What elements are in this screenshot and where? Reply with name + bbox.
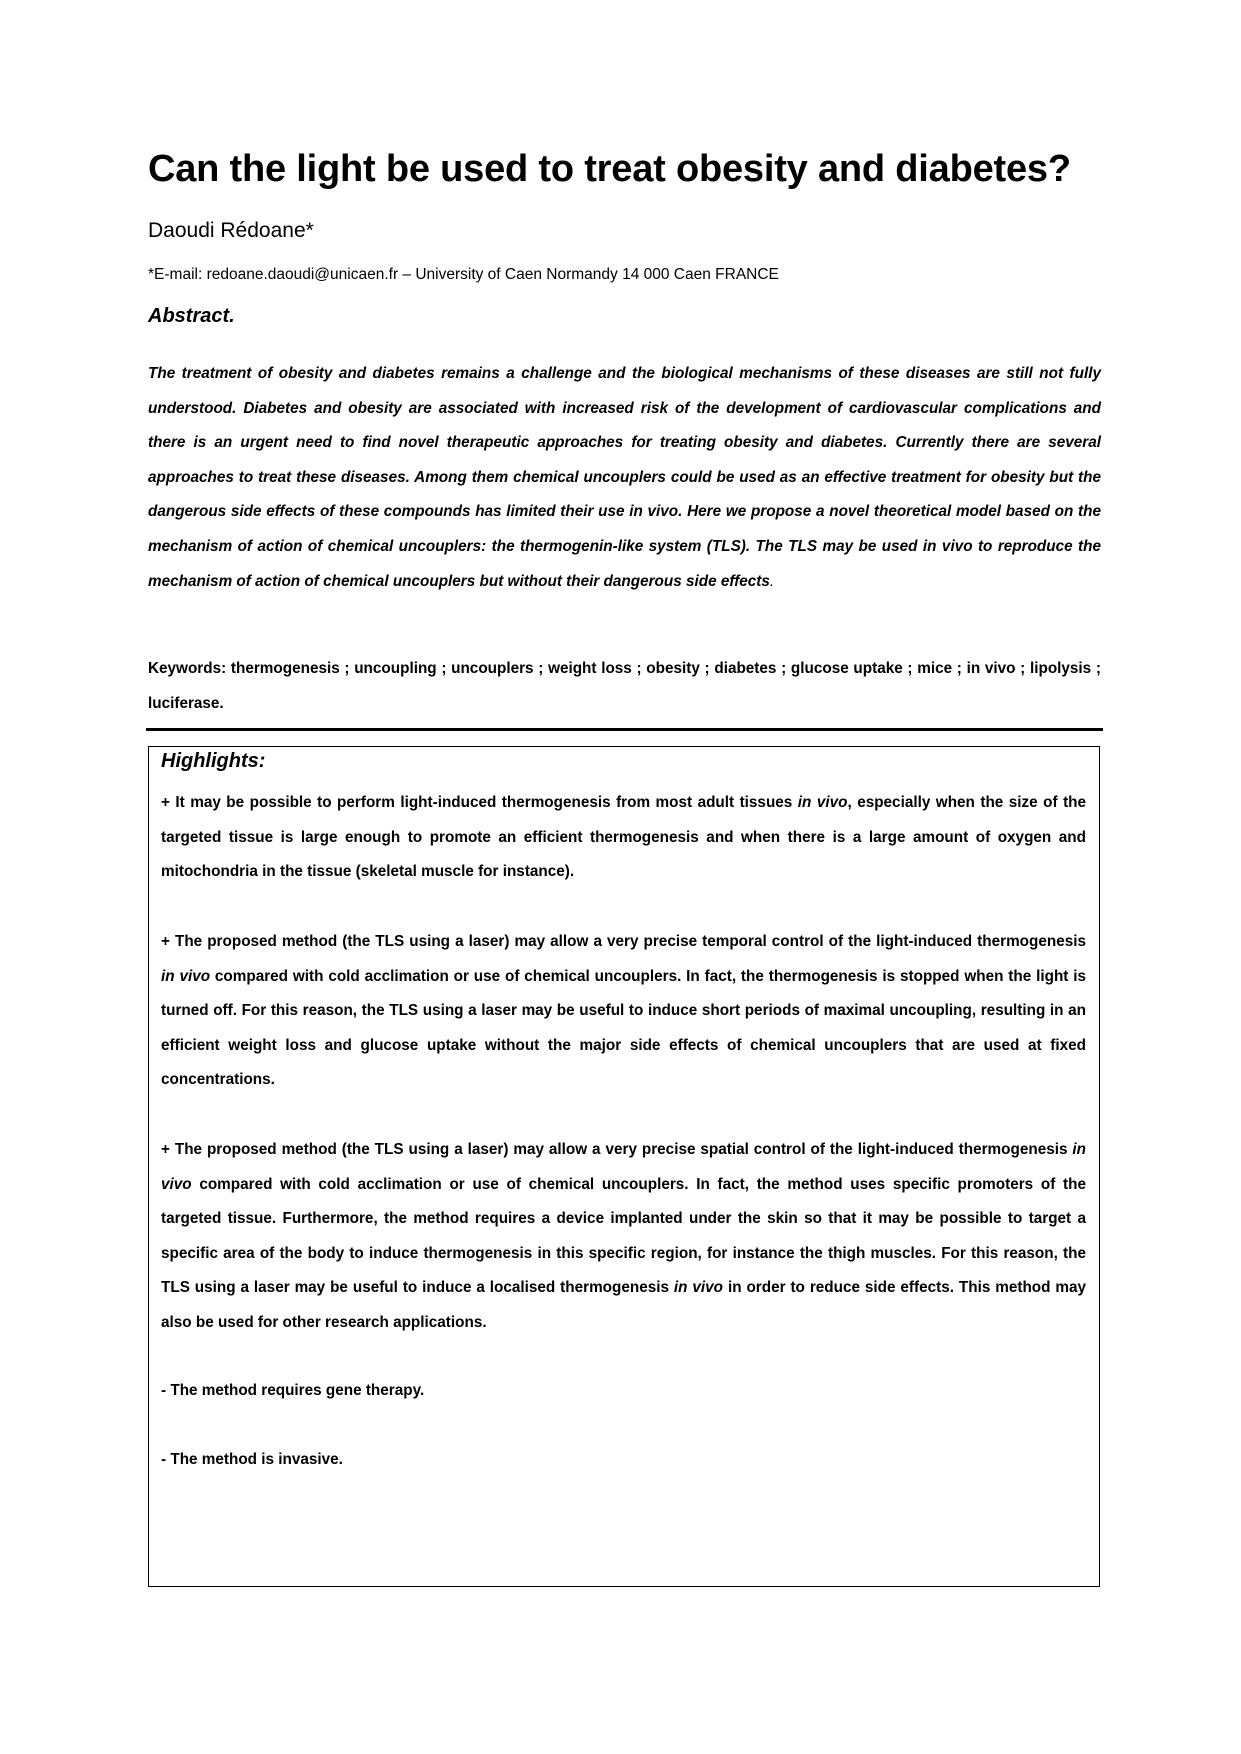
highlight-emphasis: in vivo — [797, 794, 848, 811]
author-affiliation: *E-mail: redoane.daoudi@unicaen.fr – University of Caen Normandy 14 000 Caen FRANCE — [148, 266, 779, 283]
paper-title: Can the light be used to treat obesity and diabetes? — [148, 148, 1071, 190]
keywords: Keywords: thermogenesis ; uncoupling ; uncouplers ; weight loss ; obesity ; diabetes ; glucose uptake ; mice ; in vivo ; lipolysis ; luciferase. — [148, 660, 1101, 712]
highlight-item — [161, 786, 1086, 890]
abstract-heading: Abstract. — [148, 305, 235, 327]
abstract-body: The treatment of obesity and diabetes remains a challenge and the biological mechanisms of these diseases are still not fully understood. Diabetes and obesity are associated with increased risk of the development of cardiovascular complications and there is an urgent need to find novel therapeutic approaches for treating obesity and diabetes. Currently there are several approaches to treat these diseases. Among them chemical uncouplers could be used as an effective treatment for obesity but the dangerous side effects of these compounds has limited their use in vivo. Here we propose a novel theoretical model based on the mechanism of action of chemical uncouplers: the thermogenin-like system (TLS). The TLS may be used in vivo to reproduce the mechanism of action of chemical uncouplers but without their dangerous side effects — [148, 365, 1101, 590]
abstract-text — [148, 357, 1101, 599]
highlight-item — [161, 1133, 1086, 1341]
section-divider — [146, 728, 1103, 731]
highlight-emphasis: in vivo — [673, 1279, 724, 1297]
highlight-text: + The proposed method (the TLS using a laser) may allow a very precise spatial control of the light-induced thermogenesis — [161, 1141, 1073, 1158]
highlight-item: - The method requires gene therapy. — [161, 1382, 425, 1399]
author-name: Daoudi Rédoane* — [148, 219, 314, 242]
highlight-text: in order to reduce side effects. This method may also be used for other research applications. — [161, 1279, 1087, 1331]
highlight-text: compared with cold acclimation or use of chemical uncouplers. In fact, the thermogenesis is stopped when the light is turned off. For this reason, the TLS using a laser may be useful to induce short periods of maximal uncoupling, resulting in an efficient weight loss and glucose uptake without the major side effects of chemical uncouplers that are used at fixed concentrations. — [161, 967, 1086, 1089]
highlight-item — [161, 925, 1086, 1098]
highlight-emphasis: in vivo — [161, 1141, 1086, 1193]
highlights-heading: Highlights: — [161, 750, 266, 772]
highlight-text: + The proposed method (the TLS using a laser) may allow a very precise temporal control of the light-induced thermogenesis — [161, 933, 1086, 950]
highlight-text: compared with cold acclimation or use of chemical uncouplers. In fact, the method uses specific promoters of the targeted tissue. Furthermore, the method requires a device implanted under the skin so that it may be possible to target a specific area of the body to induce thermogenesis in this specific region, for instance the thigh muscles. For this reason, the TLS using a laser may be useful to induce a localised thermogenesis — [161, 1175, 1086, 1297]
highlight-text: + It may be possible to perform light-induced thermogenesis from most adult tissues — [161, 794, 798, 811]
highlight-text: , especially when the size of the targeted tissue is large enough to promote an efficient thermogenesis and when there is a large amount of oxygen and mitochondria in the tissue (skeletal muscle for instance). — [161, 794, 1087, 881]
highlight-emphasis: in vivo — [161, 967, 211, 985]
abstract-end: . — [769, 572, 775, 590]
highlight-item: - The method is invasive. — [161, 1451, 343, 1468]
